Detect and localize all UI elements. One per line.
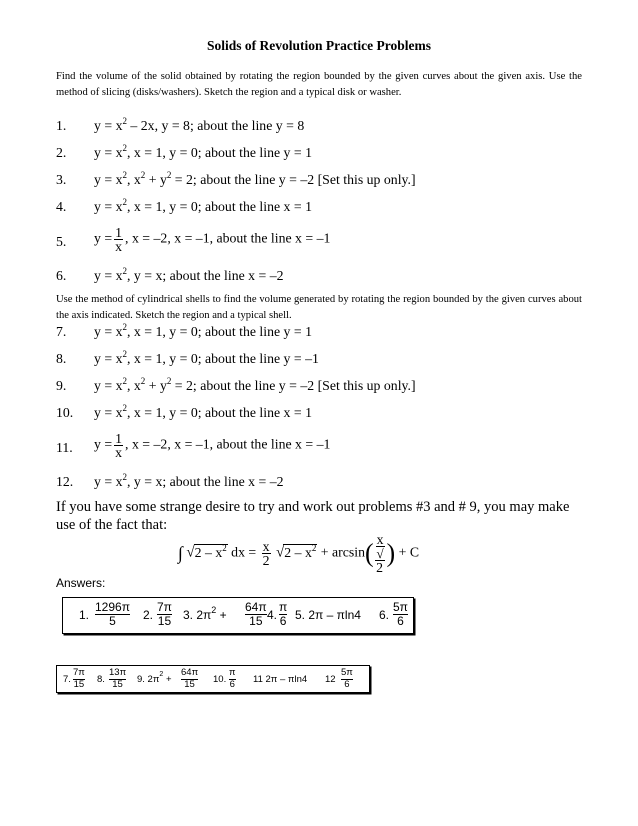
answer-3: 3. $2\pi^2$ + <box>183 605 227 622</box>
answer-11: 11 2π – πln4 <box>253 674 308 685</box>
problem-number: 12. <box>56 474 74 489</box>
integral-formula: ∫ $√2 - x^2$ dx = $\frac{x}{2}$ $√2 - x^2 + \arcsin$( x √ 2 ) + C <box>178 532 420 575</box>
problem-number: 9. <box>56 378 67 393</box>
answer-7: 7. <box>63 674 71 685</box>
answer-4: 4. <box>267 608 278 622</box>
answers-label: Answers: <box>56 576 106 590</box>
answer-8: 8. <box>97 674 105 685</box>
problem-number: 6. <box>56 268 67 283</box>
answer-1: 1. <box>79 608 90 622</box>
page-title: Solids of Revolution Practice Problems <box>207 38 431 53</box>
integral-sign: ∫ <box>178 543 183 563</box>
problem-number: 3. <box>56 172 67 187</box>
problem-number: 5. <box>56 234 67 249</box>
problem-number: 7. <box>56 324 67 339</box>
answer-9: 9. $2\pi^2$ + <box>137 671 172 685</box>
answers-box-1: 1. $\frac{1296\pi}{5}$ 2. $\frac{7\pi}{15}$ 3. $2\pi^2$ + $\frac{64\pi}{15}$ 4. $\frac{\pi}{6}$ 5. 2π – πln4 6. $\frac{5\pi}{6}$ <box>62 597 414 634</box>
answer-2: 2. <box>143 608 154 622</box>
answers-box-2: 7. $\frac{7\pi}{15}$ 8. $\frac{13\pi}{15}$ 9. $2\pi^2$ + $\frac{64\pi}{15}$ 10. $\frac{\pi}{6}$ 11 2π – πln4 12 $\frac{5\pi}{6}$ <box>56 665 370 693</box>
answer-5: 5. 2π – πln4 <box>295 608 361 622</box>
instructions-slicing: Find the volume of the solid obtained by rotating the region bounded by the given curves about the given axis. Use the method of slicing (disks/washers). Sketch the region and a typical disk or washer. <box>56 71 582 98</box>
problem-number: 8. <box>56 351 67 366</box>
answer-12: 12 <box>325 674 336 685</box>
problem-number: 1. <box>56 118 67 133</box>
hint-text: If you have some strange desire to try and work out problems #3 and # 9, you may make use of the fact that: <box>56 499 570 533</box>
instructions-shells: Use the method of cylindrical shells to find the volume generated by rotating the region bounded by the given curves about the axis indicated. Sketch the region and a typical shell. <box>56 294 582 321</box>
answer-6: 6. <box>379 608 390 622</box>
answer-10: 10. <box>213 674 227 685</box>
problem-number: 4. <box>56 199 67 214</box>
problem-number: 2. <box>56 145 67 160</box>
problem-number: 10. <box>56 405 74 420</box>
problem-number: 11. <box>56 440 73 455</box>
